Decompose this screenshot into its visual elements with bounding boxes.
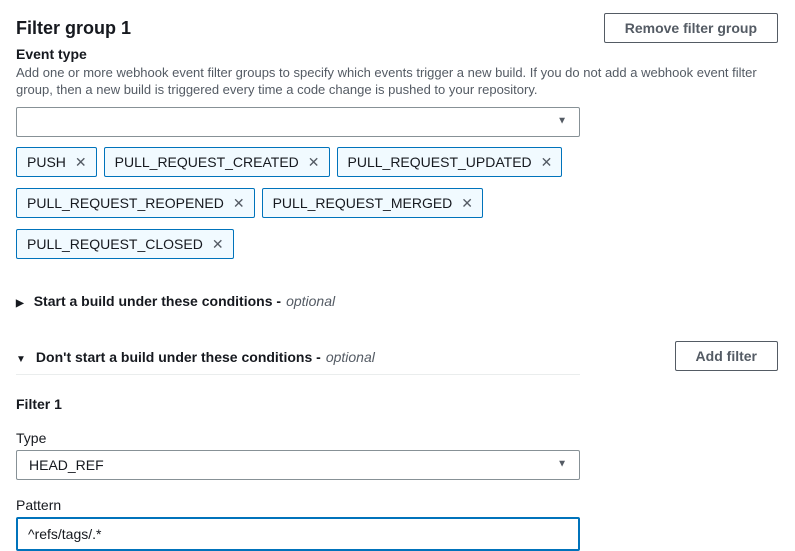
chevron-down-icon: ▼ (557, 115, 567, 127)
section-divider (16, 374, 580, 375)
event-tag-label: PULL_REQUEST_CREATED (114, 154, 299, 170)
event-tag (337, 147, 563, 177)
event-tag-label: PULL_REQUEST_CLOSED (27, 236, 203, 252)
event-tag (16, 188, 255, 218)
filter-title: Filter 1 (16, 396, 62, 412)
event-tag-label: PUSH (27, 154, 66, 170)
remove-tag-icon[interactable]: ✕ (232, 195, 245, 211)
event-tag (262, 188, 483, 218)
page-title: Filter group 1 (16, 18, 132, 38)
event-type-description: Add one or more webhook event filter groups to specify which events trigger a new build. If you do not add a webhook event filter group, then a new build is triggered every time a code change is pushed to your repository. (16, 65, 757, 97)
caret-right-icon: ▶ (16, 298, 24, 309)
section-dont-start-build-label: Don't start a build under these conditions - optional (35, 349, 375, 365)
remove-tag-icon[interactable]: ✕ (211, 236, 224, 252)
section-dont-start-build[interactable] (16, 348, 580, 369)
selected-events (16, 147, 580, 259)
section-dont-start-row (16, 341, 778, 375)
remove-tag-icon[interactable]: ✕ (461, 195, 474, 211)
remove-filter-group-button[interactable]: Remove filter group (604, 13, 778, 43)
event-tag (16, 147, 97, 177)
add-filter-button[interactable]: Add filter (675, 341, 778, 371)
section-dont-start-left (16, 341, 580, 375)
caret-down-icon: ▼ (16, 354, 26, 365)
chevron-down-icon: ▼ (557, 458, 567, 470)
type-select[interactable] (16, 450, 580, 480)
type-select-value: HEAD_REF (29, 457, 104, 473)
event-type-label: Event type (16, 46, 87, 62)
event-type-select[interactable] (16, 107, 580, 137)
optional-text: optional (286, 293, 336, 309)
event-tag-label: PULL_REQUEST_REOPENED (27, 195, 224, 211)
event-tag-label: PULL_REQUEST_UPDATED (347, 154, 532, 170)
section-start-build[interactable] (16, 292, 778, 313)
pattern-label: Pattern (16, 497, 62, 513)
remove-tag-icon[interactable]: ✕ (74, 154, 87, 170)
remove-tag-icon[interactable]: ✕ (540, 154, 553, 170)
filter-group-header (16, 13, 778, 43)
optional-text: optional (325, 349, 375, 365)
event-tag (16, 229, 234, 259)
remove-tag-icon[interactable]: ✕ (307, 154, 320, 170)
type-label: Type (16, 430, 47, 446)
pattern-input[interactable] (16, 517, 580, 551)
section-start-build-label: Start a build under these conditions - optional (33, 293, 336, 309)
event-tag (104, 147, 330, 177)
event-tag-label: PULL_REQUEST_MERGED (272, 195, 453, 211)
